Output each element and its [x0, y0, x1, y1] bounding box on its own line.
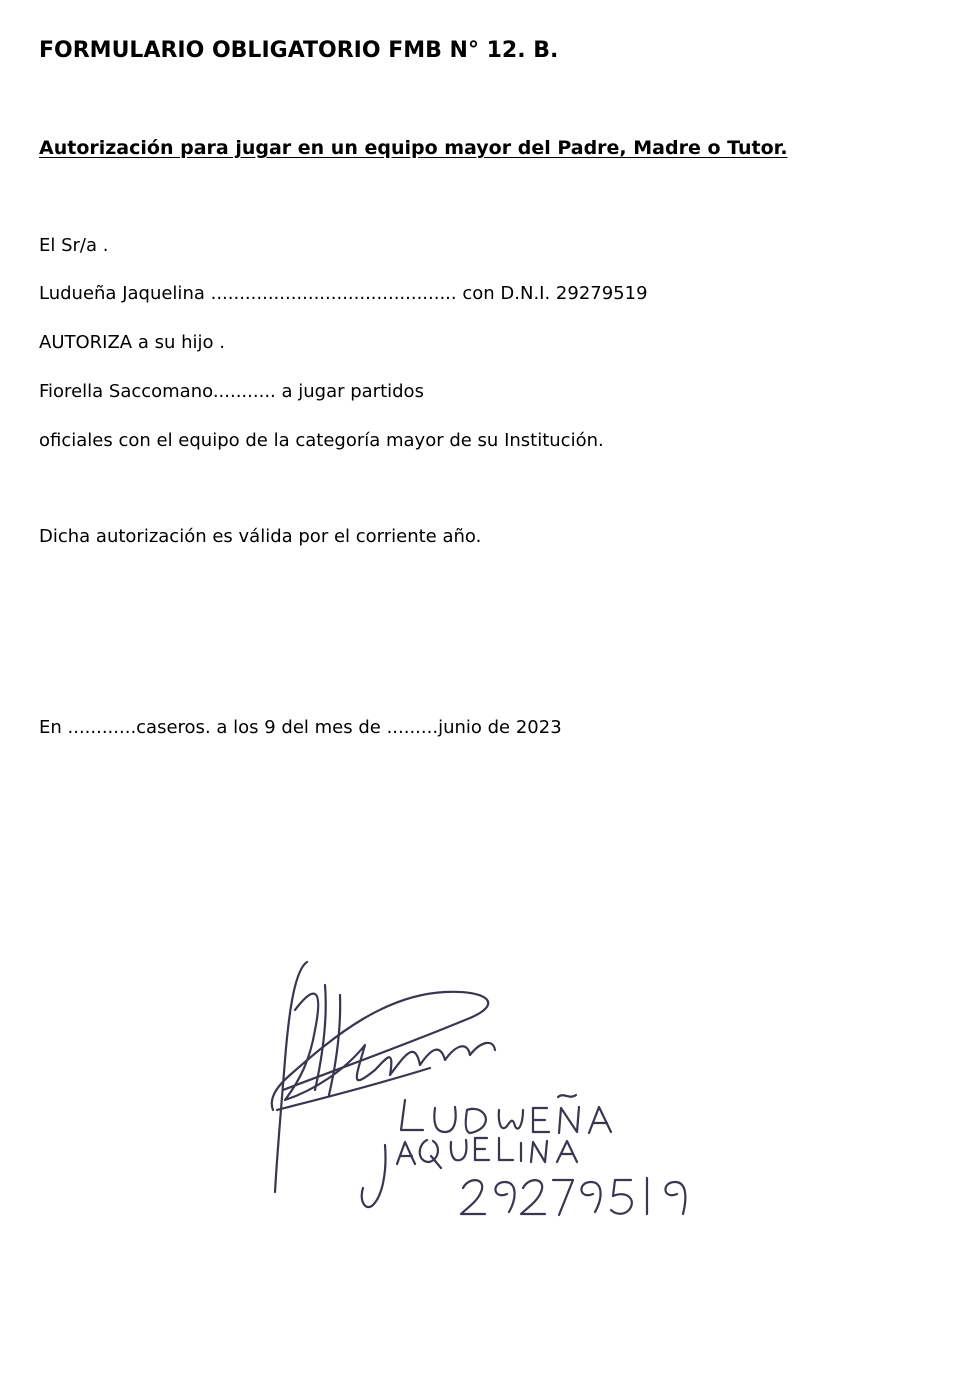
child-name-line: Fiorella Saccomano........... a jugar partidos — [39, 381, 424, 402]
guardian-name-line: Ludueña Jaquelina ........................................... con D.N.I. 29279519 — [39, 283, 648, 304]
handwritten-signature — [255, 950, 715, 1230]
validity-text: Dicha autorización es válida por el corriente año. — [39, 526, 482, 547]
form-subtitle: Autorización para jugar en un equipo mayor del Padre, Madre o Tutor. — [39, 137, 788, 159]
form-title: FORMULARIO OBLIGATORIO FMB N° 12. B. — [39, 38, 559, 63]
place-date-line: En ............caseros. a los 9 del mes de .........junio de 2023 — [39, 717, 562, 738]
scope-text: oficiales con el equipo de la categoría mayor de su Institución. — [39, 430, 604, 451]
authorizes-text: AUTORIZA a su hijo . — [39, 332, 225, 353]
salutation-text: El Sr/a . — [39, 235, 109, 256]
